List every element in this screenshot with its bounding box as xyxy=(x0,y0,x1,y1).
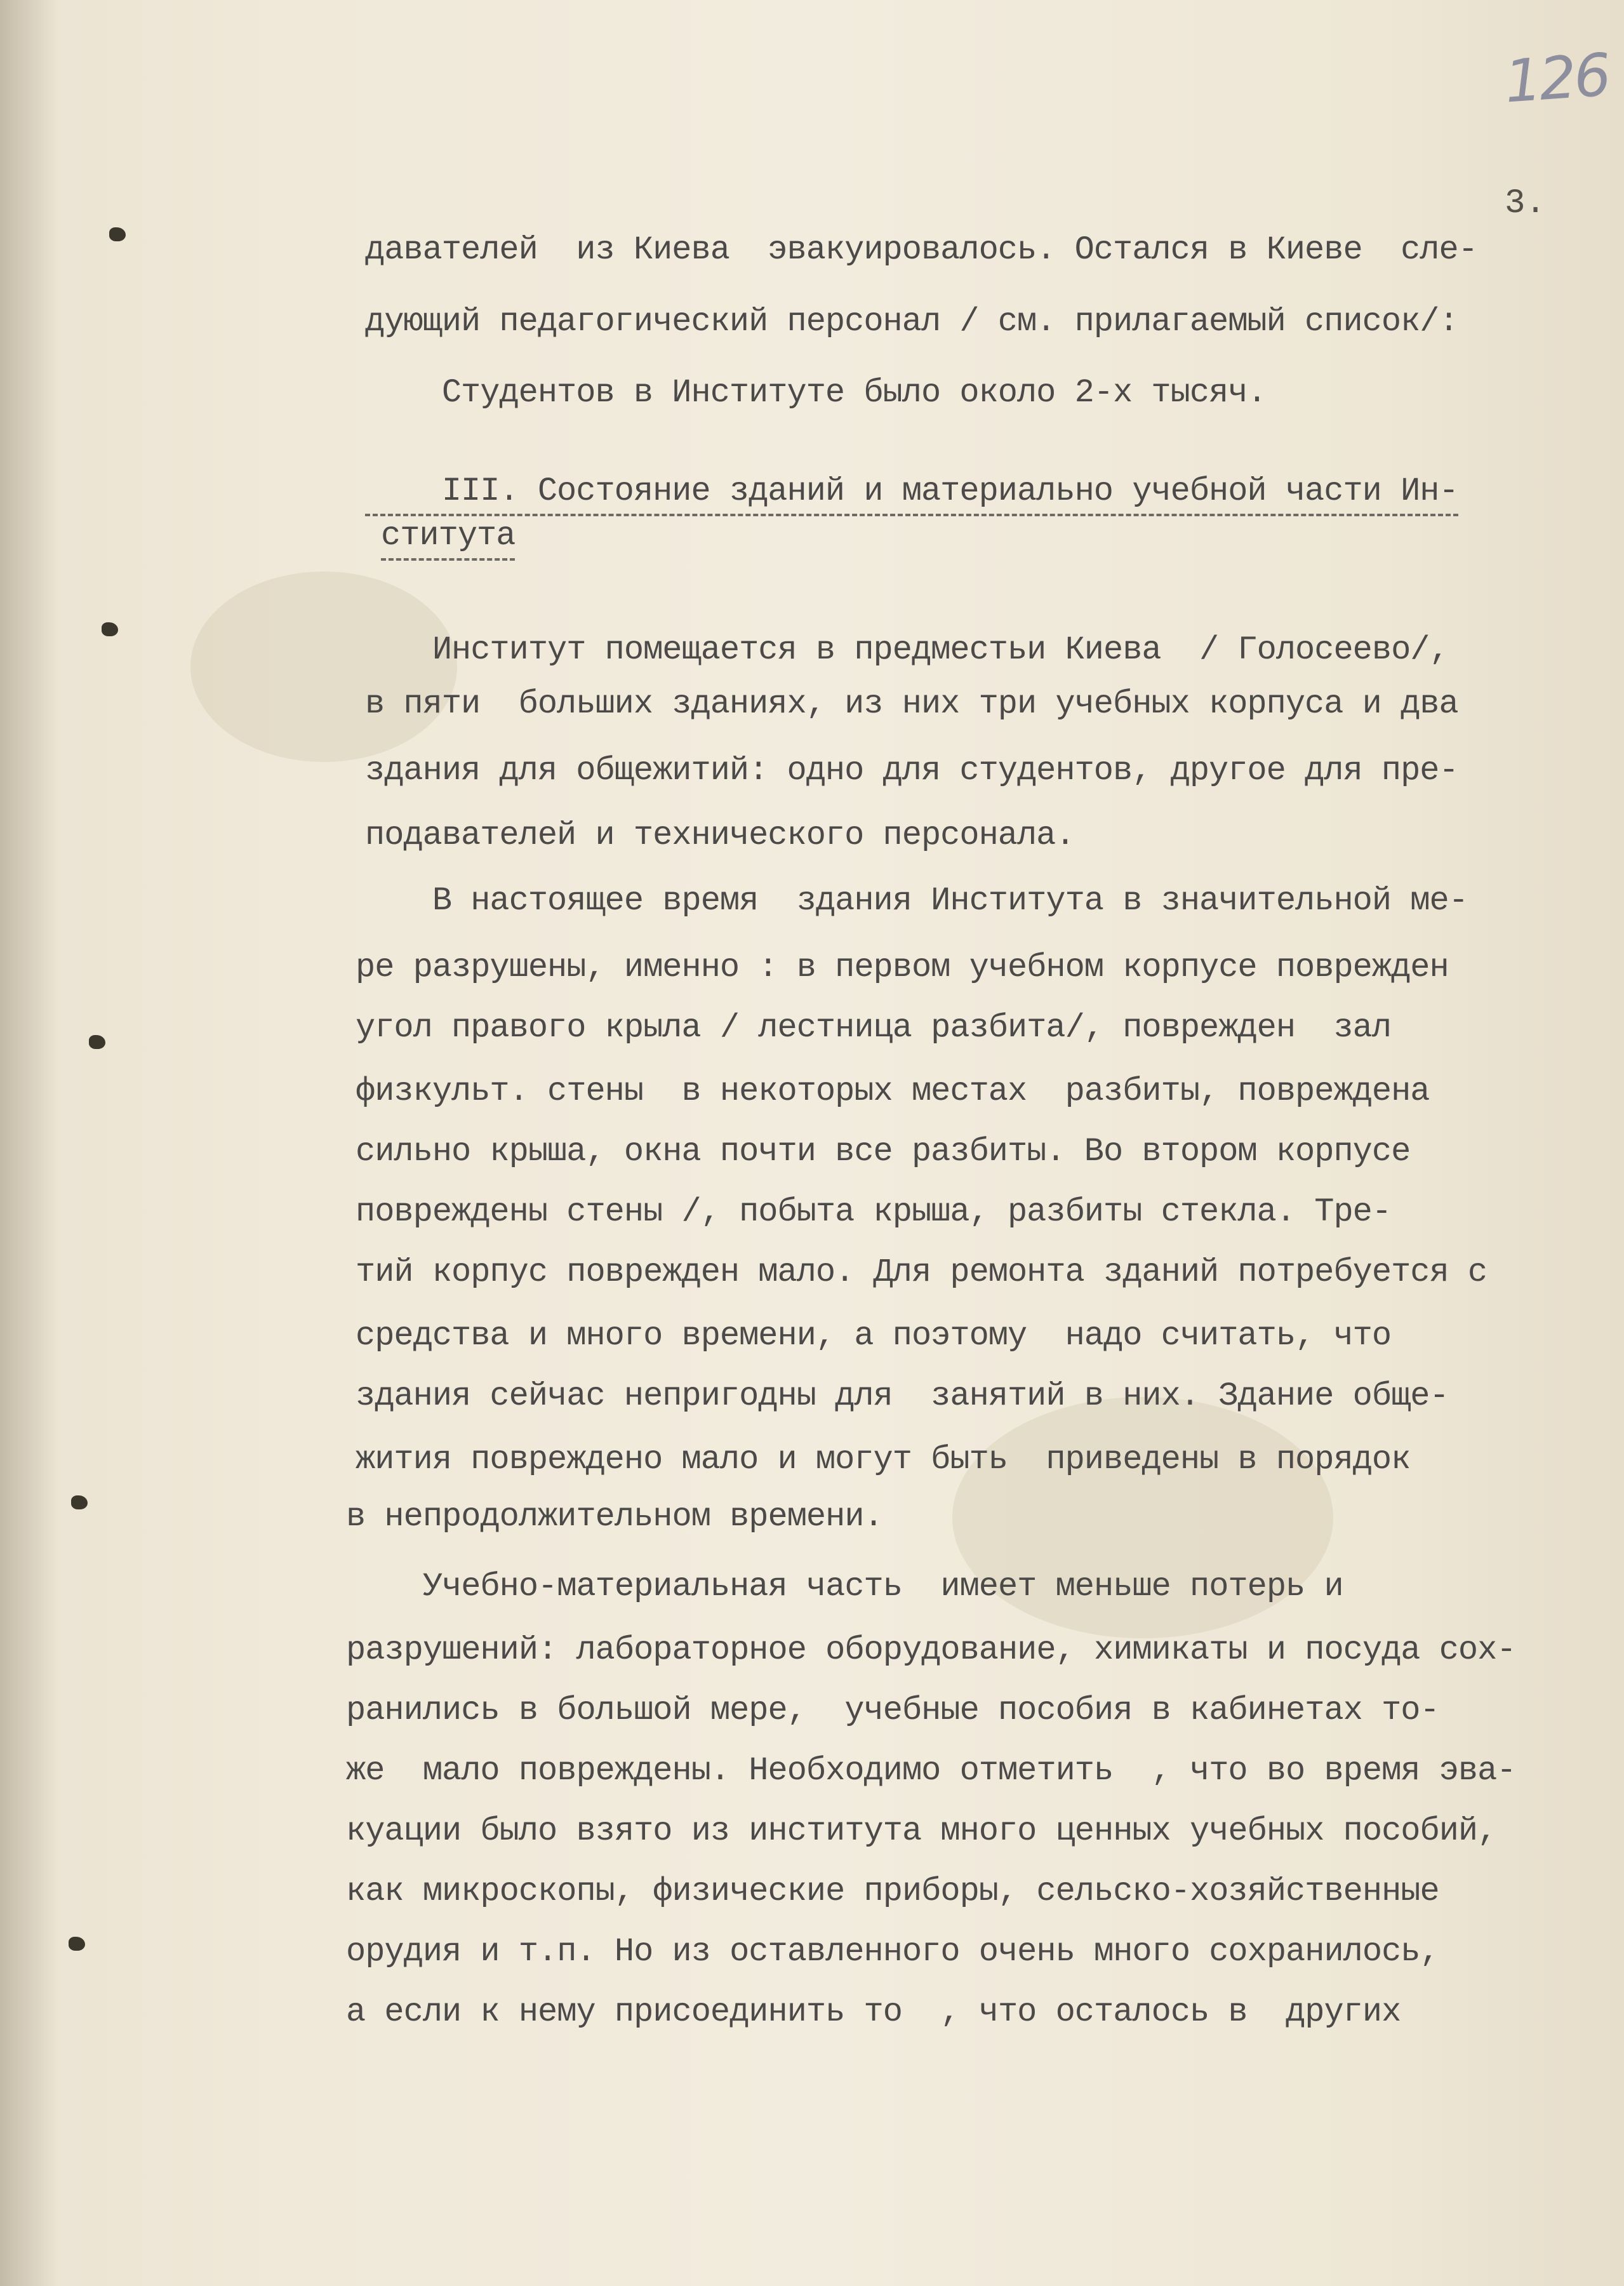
text-line: средства и много времени, а поэтому надо считать, что xyxy=(356,1317,1392,1354)
text-line: В настоящее время здания Института в значительной ме- xyxy=(356,882,1468,919)
page-edge-shadow xyxy=(0,0,57,2286)
text-line: а если к нему присоединить то , что осталось в других xyxy=(346,1993,1401,2031)
text-line: давателей из Киева эвакуировалось. Остался в Киеве сле- xyxy=(365,231,1477,269)
text-line: Учебно-материальная часть имеет меньше потерь и xyxy=(346,1568,1343,1605)
text-line: здания для общежитий: одно для студентов, другое для пре- xyxy=(365,752,1458,789)
text-line: сильно крыша, окна почти все разбиты. Во втором корпусе xyxy=(356,1133,1411,1170)
binding-hole xyxy=(109,227,126,241)
text-line: жития повреждено мало и могут быть приведены в порядок xyxy=(356,1441,1411,1478)
page-number: 3. xyxy=(1505,184,1546,223)
binding-hole xyxy=(71,1495,88,1509)
text-line: ранились в большой мере, учебные пособия в кабинетах то- xyxy=(346,1692,1439,1729)
text-line: тий корпус поврежден мало. Для ремонта зданий потребуется с xyxy=(356,1253,1488,1291)
archive-folio-number: 126 xyxy=(1502,41,1611,116)
text-line: повреждены стены /, побыта крыша, разбиты стекла. Тре- xyxy=(356,1193,1392,1231)
text-line: разрушений: лабораторное оборудование, химикаты и посуда сох- xyxy=(346,1631,1516,1669)
text-line: Институт помещается в предместьи Киева / Голосеево/, xyxy=(356,631,1449,669)
binding-hole xyxy=(102,622,118,636)
text-line: как микроскопы, физические приборы, сельско-хозяйственные xyxy=(346,1873,1439,1910)
binding-hole xyxy=(89,1035,105,1049)
text-line: здания сейчас непригодны для занятий в них. Здание обще- xyxy=(356,1377,1449,1415)
text-line: орудия и т.п. Но из оставленного очень много сохранилось, xyxy=(346,1933,1439,1970)
binding-hole xyxy=(69,1937,85,1951)
text-line: в непродолжительном времени. xyxy=(346,1498,883,1535)
text-line: угол правого крыла / лестница разбита/, поврежден зал xyxy=(356,1009,1392,1046)
text-line: ре разрушены, именно : в первом учебном корпусе поврежден xyxy=(356,949,1449,986)
text-line: подавателей и технического персонала. xyxy=(365,817,1075,854)
section-heading-continued: ститута xyxy=(381,518,515,561)
text-line: куации было взято из института много ценных учебных пособий, xyxy=(346,1812,1497,1850)
section-heading: III. Состояние зданий и материально учебной части Ин- xyxy=(365,473,1458,516)
text-line: же мало повреждены. Необходимо отметить , что во время эва- xyxy=(346,1752,1516,1789)
text-line: в пяти больших зданиях, из них три учебных корпуса и два xyxy=(365,685,1458,723)
text-line: дующий педагогический персонал / см. прилагаемый список/: xyxy=(365,303,1458,340)
text-line: физкульт. стены в некоторых местах разбиты, повреждена xyxy=(356,1073,1430,1110)
text-line: Студентов в Институте было около 2-х тысяч. xyxy=(365,374,1267,411)
